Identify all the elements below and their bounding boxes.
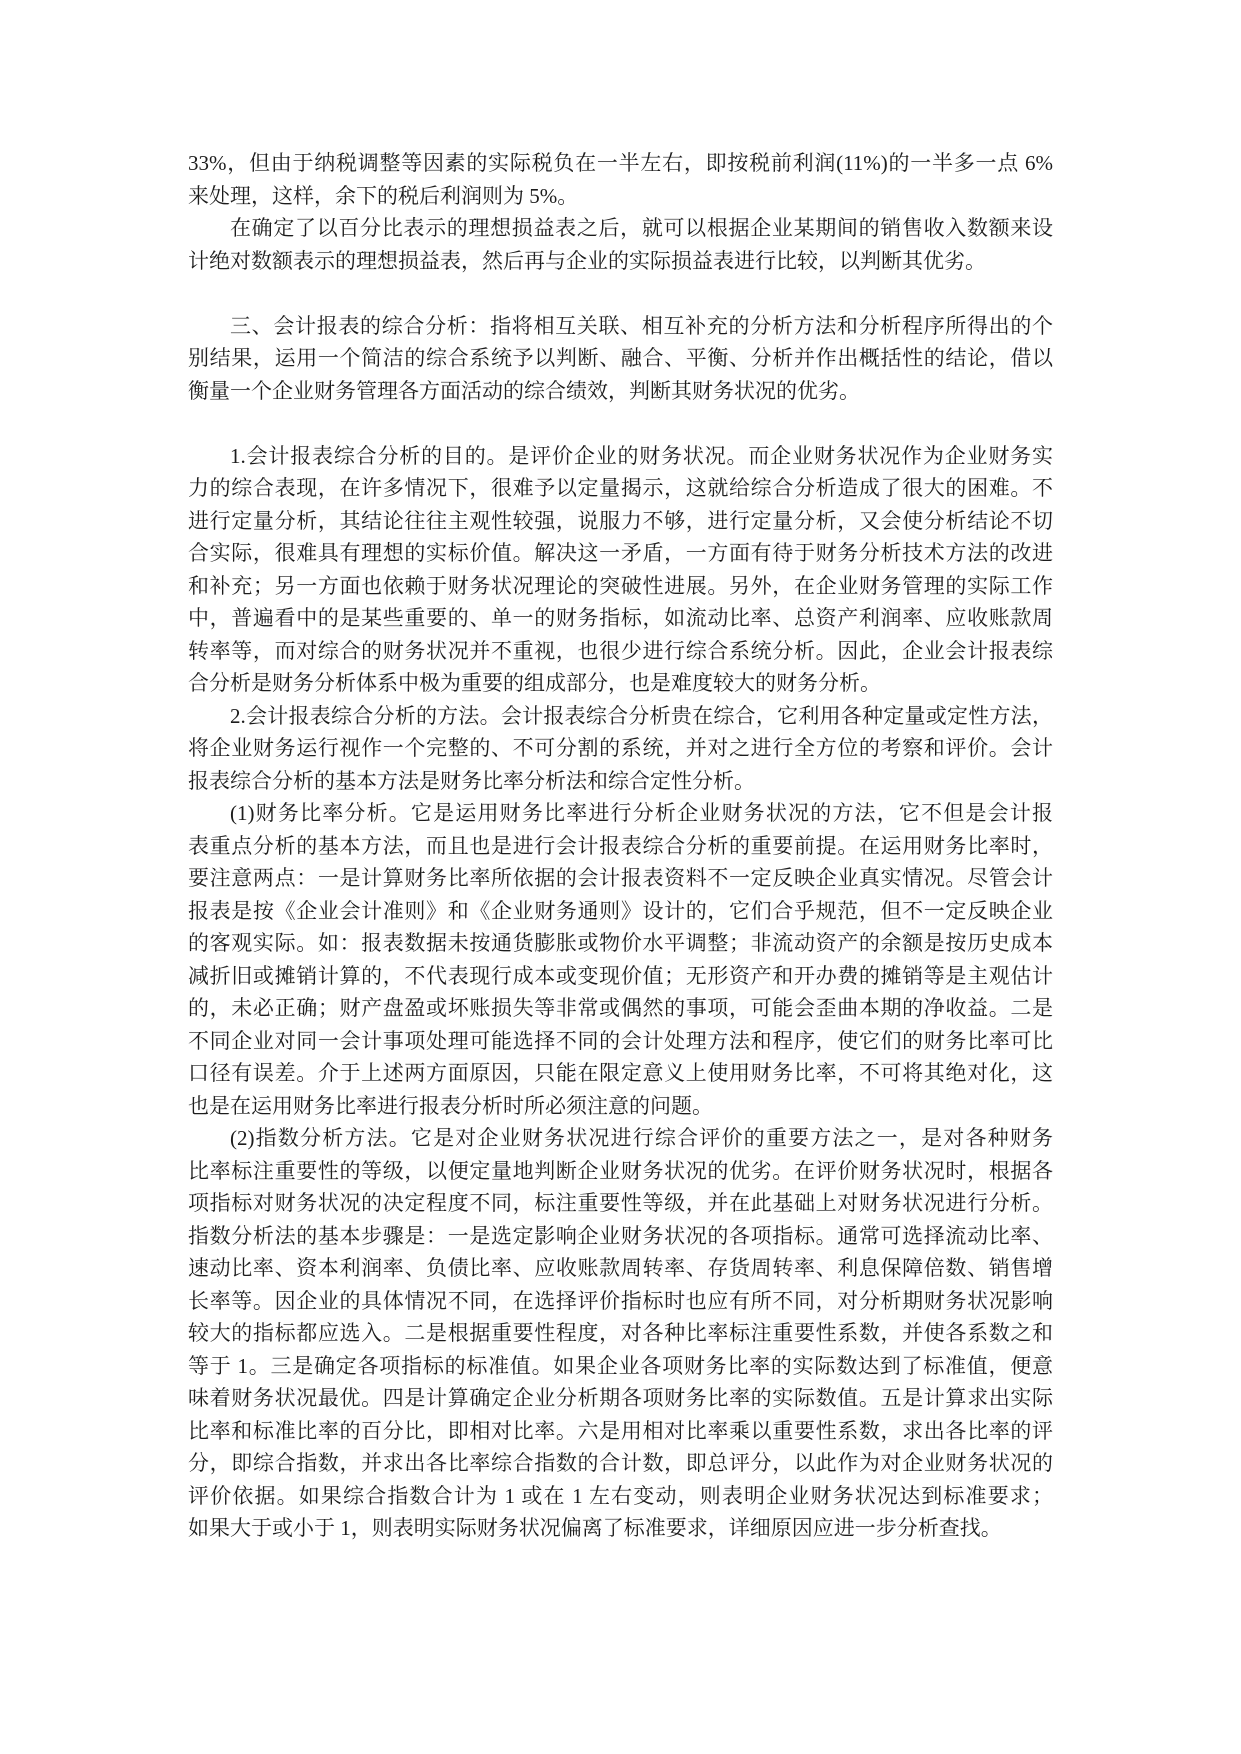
text-line: 项指标对财务状况的决定程度不同，标注重要性等级，并在此基础上对财务状况进行分析。 xyxy=(188,1191,1053,1215)
text-line: 合实际，很难具有理想的实标价值。解决这一矛盾，一方面有待于财务分析技术方法的改进 xyxy=(188,541,1053,565)
text-line: 中，普遍看中的是某些重要的、单一的财务指标，如流动比率、总资产利润率、应收账款周 xyxy=(188,606,1053,630)
text-line: 长率等。因企业的具体情况不同，在选择评价指标时也应有所不同，对分析期财务状况影响 xyxy=(188,1288,1053,1313)
text-line: 表重点分析的基本方法，而且也是进行会计报表综合分析的重要前提。在运用财务比率时， xyxy=(188,833,1053,858)
text-line: 较大的指标都应选入。二是根据重要性程度，对各种比率标注重要性系数，并使各系数之和 xyxy=(188,1321,1053,1345)
text-line: 别结果，运用一个简洁的综合系统予以判断、融合、平衡、分析并作出概括性的结论，借以 xyxy=(188,346,1053,370)
text-line: 和补充；另一方面也依赖于财务状况理论的突破性进展。另外，在企业财务管理的实际工作 xyxy=(188,573,1053,598)
text-line: 指数分析法的基本步骤是：一是选定影响企业财务状况的各项指标。通常可选择流动比率、 xyxy=(188,1223,1053,1248)
ratio-analysis-paragraph xyxy=(188,797,1053,1122)
index-analysis-paragraph xyxy=(188,1122,1053,1545)
text-line: 计绝对数额表示的理想损益表，然后再与企业的实际损益表进行比较，以判断其优劣。 xyxy=(188,248,986,273)
section-heading-paragraph xyxy=(188,310,1053,408)
text-line: 分，即综合指数，并求出各比率综合指数的合计数，即总评分，以此作为对企业财务状况的 xyxy=(188,1451,1053,1475)
document-body xyxy=(188,147,1053,1545)
text-line: 进行定量分析，其结论往往主观性较强，说服力不够，进行定量分析，又会使分析结论不切 xyxy=(188,508,1053,533)
text-line: 转率等，而对综合的财务状况并不重视，也很少进行综合系统分析。因此，企业会计报表综 xyxy=(188,638,1053,663)
text-line: 不同企业对同一会计事项处理可能选择不同的会计处理方法和程序，使它们的财务比率可比 xyxy=(188,1028,1053,1053)
text-line: 三、会计报表的综合分析：指将相互关联、相互补充的分析方法和分析程序所得出的个 xyxy=(230,313,1053,338)
text-line: 如果大于或小于 1，则表明实际财务状况偏离了标准要求，详细原因应进一步分析查找。 xyxy=(188,1516,1002,1540)
text-line: 口径有误差。介于上述两方面原因，只能在限定意义上使用财务比率，不可将其绝对化，这 xyxy=(188,1061,1053,1085)
text-line: 要注意两点：一是计算财务比率所依据的会计报表资料不一定反映企业真实情况。尽管会计 xyxy=(188,866,1053,890)
text-line: 衡量一个企业财务管理各方面活动的综合绩效，判断其财务状况的优劣。 xyxy=(188,378,860,403)
text-line: 将企业财务运行视作一个完整的、不可分割的系统，并对之进行全方位的考察和评价。会计 xyxy=(188,736,1053,760)
text-line: 报表综合分析的基本方法是财务比率分析法和综合定性分析。 xyxy=(188,768,755,793)
text-line: 速动比率、资本利润率、负债比率、应收账款周转率、存货周转率、利息保障倍数、销售增 xyxy=(188,1256,1053,1280)
text-line: 味着财务状况最优。四是计算确定企业分析期各项财务比率的实际数值。五是计算求出实际 xyxy=(188,1386,1053,1410)
text-line: 力的综合表现，在许多情况下，很难予以定量揭示，这就给综合分析造成了很大的困难。不 xyxy=(188,476,1053,500)
ideal-income-statement-paragraph xyxy=(188,212,1053,277)
text-line: 1.会计报表综合分析的目的。是评价企业的财务状况。而企业财务状况作为企业财务实 xyxy=(230,443,1053,468)
text-line: 比率标注重要性的等级，以便定量地判断企业财务状况的优劣。在评价财务状况时，根据各 xyxy=(188,1158,1053,1183)
text-line: 报表是按《企业会计准则》和《企业财务通则》设计的，它们合乎规范，但不一定反映企业 xyxy=(188,898,1053,923)
text-line: 的，未必正确；财产盘盈或坏账损失等非常或偶然的事项，可能会歪曲本期的净收益。二是 xyxy=(188,996,1053,1020)
text-line: (1)财务比率分析。它是运用财务比率进行分析企业财务状况的方法，它不但是会计报 xyxy=(230,801,1053,825)
text-line: 2.会计报表综合分析的方法。会计报表综合分析贵在综合，它利用各种定量或定性方法， xyxy=(230,703,1053,728)
text-line: (2)指数分析方法。它是对企业财务状况进行综合评价的重要方法之一，是对各种财务 xyxy=(230,1126,1053,1150)
text-line: 减折旧或摊销计算的，不代表现行成本或变现价值；无形资产和开办费的摊销等是主观估计 xyxy=(188,963,1053,988)
text-line: 比率和标准比率的百分比，即相对比率。六是用相对比率乘以重要性系数，求出各比率的评 xyxy=(188,1418,1053,1443)
analysis-purpose-paragraph xyxy=(188,440,1053,700)
text-line: 在确定了以百分比表示的理想损益表之后，就可以根据企业某期间的销售收入数额来设 xyxy=(230,216,1053,240)
text-line: 等于 1。三是确定各项指标的标准值。如果企业各项财务比率的实际数达到了标准值，便意 xyxy=(188,1353,1053,1378)
text-line: 的客观实际。如：报表数据未按通货膨胀或物价水平调整；非流动资产的余额是按历史成本 xyxy=(188,931,1053,955)
continuation-paragraph xyxy=(188,147,1053,212)
text-line: 来处理，这样，余下的税后利润则为 5%。 xyxy=(188,183,579,208)
text-line: 合分析是财务分析体系中极为重要的组成部分，也是难度较大的财务分析。 xyxy=(188,671,881,695)
text-line: 也是在运用财务比率进行报表分析时所必须注意的问题。 xyxy=(188,1093,713,1118)
analysis-method-paragraph xyxy=(188,700,1053,798)
text-line: 33%，但由于纳税调整等因素的实际税负在一半左右，即按税前利润(11%)的一半多一点 6% xyxy=(188,151,1053,175)
text-line: 评价依据。如果综合指数合计为 1 或在 1 左右变动，则表明企业财务状况达到标准要求； xyxy=(188,1483,1053,1508)
